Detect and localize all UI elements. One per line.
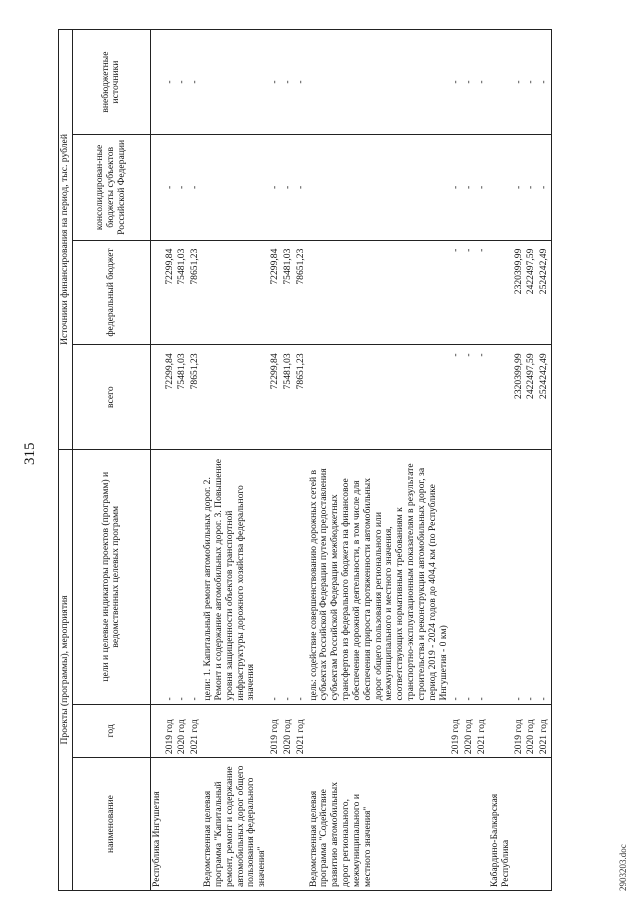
header-total: всего <box>72 345 150 450</box>
table-row <box>269 30 282 891</box>
row-name <box>269 758 282 891</box>
row-goals: - <box>295 449 308 704</box>
row-total: 72299,84 <box>269 345 282 450</box>
row-total: 75481,03 <box>282 345 295 450</box>
row-goals: цель: содействие совершенствованию дорожных сетей в субъектах Российской Федерации путем предоставления субъектам Российской Федерации межбюджетных трансфертов из федерального бюджета на финансовое обеспечение дорожной деятельности, в том числе для обеспечения прироста протяженности автомобильных дорог общего пользования регионального или межмуниципального и местного значения, соответствующих нормативным требованиям к транспортно-эксплуатационным показателям в результате строительства и реконструкции автомобильных дорог, за период 2019 - 2024 годов до 404,4 км (по Республике Ингушетия - 0 км) <box>308 449 451 704</box>
table-row <box>463 30 476 891</box>
header-federal: федеральный бюджет <box>72 240 150 345</box>
row-federal <box>308 240 451 345</box>
row-extra <box>489 30 513 135</box>
row-name <box>164 758 177 891</box>
table-row <box>525 30 538 891</box>
table-row <box>450 30 463 891</box>
row-year: 2021 год <box>476 704 489 758</box>
row-extra: - <box>269 30 282 135</box>
row-year <box>202 704 269 758</box>
row-year: 2020 год <box>525 704 538 758</box>
row-extra: - <box>538 30 551 135</box>
header-group-financing: Источники финансирования на период, тыс. рублей <box>59 30 73 450</box>
header-year: год <box>72 704 150 758</box>
row-federal: - <box>450 240 463 345</box>
row-federal: - <box>463 240 476 345</box>
row-regional: - <box>189 135 202 241</box>
footer-code: 2903203.doc <box>618 844 628 891</box>
row-total: 75481,03 <box>176 345 189 450</box>
row-extra: - <box>476 30 489 135</box>
row-total <box>202 345 269 450</box>
row-year: 2021 год <box>295 704 308 758</box>
row-goals: - <box>513 449 526 704</box>
row-name <box>513 758 526 891</box>
row-extra: - <box>164 30 177 135</box>
row-federal <box>202 240 269 345</box>
table-row <box>189 30 202 891</box>
table-row <box>176 30 189 891</box>
row-year <box>308 704 451 758</box>
row-federal: 78651,23 <box>189 240 202 345</box>
row-name <box>176 758 189 891</box>
row-federal: 72299,84 <box>164 240 177 345</box>
row-goals <box>150 449 163 704</box>
row-goals: - <box>463 449 476 704</box>
row-federal: 75481,03 <box>282 240 295 345</box>
row-extra: - <box>513 30 526 135</box>
row-regional: - <box>176 135 189 241</box>
row-regional <box>150 135 163 241</box>
row-extra: - <box>282 30 295 135</box>
row-name <box>282 758 295 891</box>
row-regional: - <box>476 135 489 241</box>
row-total: 78651,23 <box>189 345 202 450</box>
row-year: 2019 год <box>513 704 526 758</box>
row-extra: - <box>189 30 202 135</box>
row-regional <box>308 135 451 241</box>
row-name <box>463 758 476 891</box>
row-goals <box>489 449 513 704</box>
row-name <box>295 758 308 891</box>
row-regional <box>489 135 513 241</box>
table-row <box>489 30 513 891</box>
row-year <box>150 704 163 758</box>
row-name <box>450 758 463 891</box>
row-regional: - <box>450 135 463 241</box>
row-goals: цели: 1. Капитальный ремонт автомобильных дорог. 2. Ремонт и содержание автомобильных дорог. 3. Повышение уровня защищенности объектов транспортной инфраструктуры дорожного хозяйства федерального значения <box>202 449 269 704</box>
row-federal: 2320399,99 <box>513 240 526 345</box>
row-goals: - <box>450 449 463 704</box>
row-name: Кабардино-Балкарская Республика <box>489 758 513 891</box>
row-name <box>538 758 551 891</box>
row-extra <box>150 30 163 135</box>
row-goals: - <box>538 449 551 704</box>
row-federal: 2524242,49 <box>538 240 551 345</box>
row-goals: - <box>176 449 189 704</box>
header-group-projects: Проекты (программы), мероприятия <box>59 449 73 890</box>
row-name: Республика Ингушетия <box>150 758 163 891</box>
row-year: 2020 год <box>282 704 295 758</box>
row-extra <box>202 30 269 135</box>
header-regional: консолидирован-ные бюджеты субъектов Российской Федерации <box>72 135 150 241</box>
row-year: 2020 год <box>463 704 476 758</box>
row-goals: - <box>189 449 202 704</box>
row-federal: 78651,23 <box>295 240 308 345</box>
table-row <box>202 30 269 891</box>
row-year: 2021 год <box>538 704 551 758</box>
row-regional: - <box>538 135 551 241</box>
table-row <box>295 30 308 891</box>
row-total <box>150 345 163 450</box>
row-goals: - <box>269 449 282 704</box>
row-goals: - <box>525 449 538 704</box>
row-year <box>489 704 513 758</box>
table-row <box>476 30 489 891</box>
row-regional: - <box>295 135 308 241</box>
row-total <box>489 345 513 450</box>
row-regional: - <box>525 135 538 241</box>
financing-table <box>58 29 552 891</box>
row-federal: - <box>476 240 489 345</box>
row-name <box>476 758 489 891</box>
row-regional: - <box>513 135 526 241</box>
row-total: 72299,84 <box>164 345 177 450</box>
table-row <box>538 30 551 891</box>
table-body <box>150 30 551 891</box>
row-federal <box>489 240 513 345</box>
row-regional: - <box>282 135 295 241</box>
row-federal: 2422497,59 <box>525 240 538 345</box>
row-federal: 75481,03 <box>176 240 189 345</box>
row-extra: - <box>450 30 463 135</box>
row-total: - <box>476 345 489 450</box>
row-total: 2320399,99 <box>513 345 526 450</box>
row-year: 2020 год <box>176 704 189 758</box>
row-total: 78651,23 <box>295 345 308 450</box>
table-row <box>150 30 163 891</box>
row-total: 2524242,49 <box>538 345 551 450</box>
row-extra: - <box>176 30 189 135</box>
row-goals: - <box>282 449 295 704</box>
table-row <box>282 30 295 891</box>
row-name: Ведомственная целевая программа "Содействие развитию автомобильных дорог регионального, межмуниципального и местного значения" <box>308 758 451 891</box>
row-year: 2019 год <box>450 704 463 758</box>
row-regional: - <box>269 135 282 241</box>
page-number: 315 <box>22 442 38 465</box>
row-extra: - <box>525 30 538 135</box>
row-regional <box>202 135 269 241</box>
row-name <box>189 758 202 891</box>
row-goals: - <box>164 449 177 704</box>
row-extra: - <box>463 30 476 135</box>
row-regional: - <box>164 135 177 241</box>
row-federal <box>150 240 163 345</box>
table-row <box>513 30 526 891</box>
header-extra: внебюджетные источники <box>72 30 150 135</box>
row-extra: - <box>295 30 308 135</box>
row-goals: - <box>476 449 489 704</box>
row-federal: 72299,84 <box>269 240 282 345</box>
row-year: 2021 год <box>189 704 202 758</box>
row-name <box>525 758 538 891</box>
row-extra <box>308 30 451 135</box>
row-total: - <box>450 345 463 450</box>
header-goals: цели и целевые индикаторы проектов (программ) и ведомственных целевых программ <box>72 449 150 704</box>
row-regional: - <box>463 135 476 241</box>
row-total <box>308 345 451 450</box>
row-year: 2019 год <box>269 704 282 758</box>
row-name: Ведомственная целевая программа "Капитальный ремонт, ремонт и содержание автомобильных дорог общего пользования федерального значения" <box>202 758 269 891</box>
row-year: 2019 год <box>164 704 177 758</box>
row-total: - <box>463 345 476 450</box>
header-name: наименование <box>72 758 150 891</box>
table-row <box>164 30 177 891</box>
row-total: 2422497,59 <box>525 345 538 450</box>
table-row <box>308 30 451 891</box>
